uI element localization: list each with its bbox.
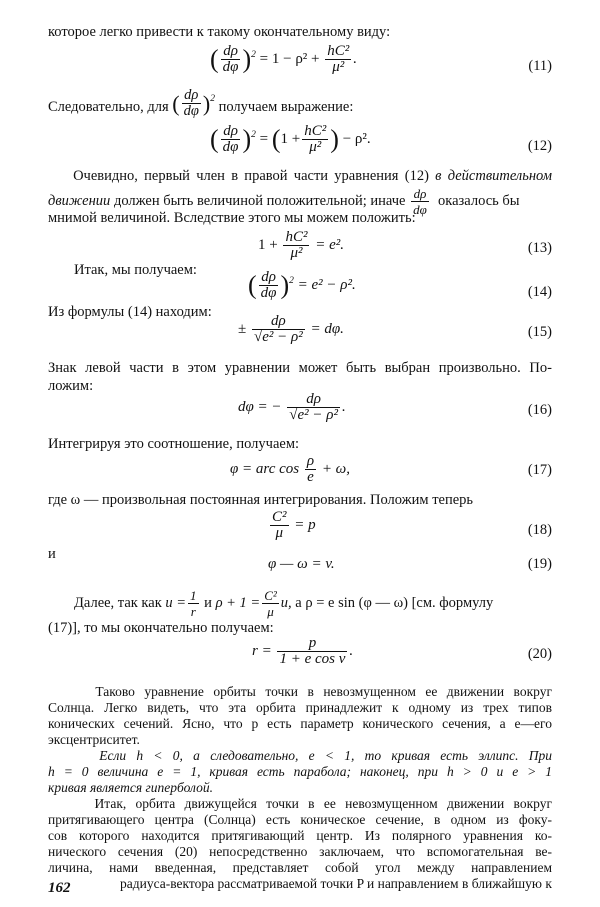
eq-den: μ [275, 525, 284, 541]
eq-den: e [307, 469, 314, 485]
eq-text: . [353, 50, 358, 67]
text-line [48, 748, 552, 764]
text-fragment: Следовательно, для [48, 98, 169, 115]
text-line: кривая является гиперболой. [48, 780, 213, 795]
equation-number: (20) [527, 646, 552, 662]
equation-number: (19) [527, 556, 552, 572]
eq-text: = [259, 130, 269, 147]
eq-num: hC² [304, 123, 327, 139]
eq-num: dρ [221, 124, 241, 140]
eq-num: hC² [285, 229, 308, 245]
text-line: h = 0 величина e = 1, кривая есть парабола; наконец, при h > 0 и e > 1 [48, 764, 552, 779]
equation-number: (15) [527, 324, 552, 340]
eq-exp: 2 [289, 275, 294, 286]
eq-text: = dφ. [310, 320, 344, 337]
eq-text: = 1 − ρ² + [259, 50, 320, 67]
text-line: Из формулы (14) находим: [48, 304, 212, 320]
equation-16 [238, 392, 346, 423]
text-line: эксцентриситет. [48, 732, 140, 747]
text-fragment: движении [48, 192, 111, 209]
eq-den: μ² [290, 245, 303, 261]
text-line: (17)], то мы окончательно получаем: [48, 620, 274, 636]
text-line: Солнца. Легко видеть, что эта орбита принадлежит к одному из трех типов [48, 700, 552, 715]
text-line: мнимой величиной. Вследствие этого мы можем положить: [48, 210, 416, 226]
eq-den: dφ [413, 202, 427, 217]
eq-den: μ [267, 604, 274, 619]
text-fragment: Очевидно, первый член в правой части уравнения (12) [73, 168, 429, 184]
text-fragment: а ρ = e sin (φ — ω) [см. формулу [295, 594, 494, 611]
text-line: притягивающего центра (Солнца) есть коническое сечение, в одном из фоку- [48, 812, 552, 827]
eq-den: dφ [222, 139, 239, 155]
eq-den: μ² [332, 59, 345, 75]
eq-num: dρ [182, 88, 201, 104]
eq-den: dφ [260, 285, 277, 301]
equation-14: ( $\frac{d\rho}{d\varphi}$ )$^2$ = e² − ρ². [248, 269, 356, 301]
equation-19: φ — ω = v. [268, 556, 335, 572]
text-fragment: должен быть величиной положительной; иначе [113, 192, 406, 209]
text-fragment: и [204, 594, 212, 611]
eq-den: √e² − ρ² [253, 329, 303, 345]
eq-den: dφ [222, 59, 239, 75]
eq-text: ρ + 1 = [215, 594, 261, 611]
text-line: ложим: [48, 378, 94, 394]
eq-text: 1 + [258, 236, 278, 253]
text-line [48, 684, 552, 700]
eq-exp: 2 [251, 129, 256, 140]
eq-den: √e² − ρ² [289, 407, 339, 423]
text-fragment: оказалось бы [438, 192, 520, 209]
eq-text: dφ = − [238, 398, 282, 415]
eq-num: dρ [259, 270, 279, 286]
equation-number: (16) [527, 402, 552, 418]
text-fragment: в действительном [435, 168, 552, 184]
text-line: и [48, 546, 56, 562]
eq-exp: 2 [210, 94, 215, 104]
text-fragment: получаем выражение: [218, 98, 354, 115]
text-line: Знак левой части в этом уравнении может быть выбран произвольно. По- [48, 360, 552, 376]
text-line: сов которого находится притягивающий центр. Из полярного уравнения ко- [48, 828, 552, 843]
text-line: Следовательно, для ( $\frac{d\rho}{d\varphi}$ )$^2$ получаем выражение: [48, 87, 354, 119]
eq-den: dφ [183, 103, 199, 119]
equation-13 [258, 230, 344, 261]
text-line: радиуса-вектора рассматриваемой точки P и направлением в ближайшую к [120, 876, 552, 891]
equation-15 [238, 314, 344, 345]
text-line: личина, нами введенная, представляет собой угол между направлением [48, 860, 552, 875]
equation-18 [268, 510, 316, 541]
equation-number: (12) [527, 138, 552, 154]
eq-den: 1 + e cos v [279, 651, 346, 667]
eq-text: r = [252, 642, 272, 659]
eq-text: − ρ². [342, 130, 371, 147]
eq-num: dρ [221, 44, 241, 60]
eq-text: . [349, 642, 354, 659]
eq-text: . [342, 398, 346, 415]
equation-20 [252, 636, 353, 667]
text-line [74, 588, 552, 619]
text-line [48, 796, 552, 812]
eq-num: dρ [287, 392, 340, 408]
eq-num: hC² [327, 43, 350, 59]
eq-text: 1 + [280, 130, 301, 147]
eq-text: = p [294, 516, 316, 533]
equation-number: (17) [527, 462, 552, 478]
equation-number: (18) [527, 522, 552, 538]
text-line: Интегрируя это соотношение, получаем: [48, 436, 300, 452]
eq-num: ρ [306, 453, 315, 469]
equation-number: (11) [528, 58, 552, 74]
equation-number: (13) [527, 240, 552, 256]
text-line: конических сечений. Ясно, что p есть параметр конического сечения, а e—его [48, 716, 552, 731]
eq-num: p [277, 636, 347, 652]
equation-11: ( $\frac{d\rho}{d\varphi}$ )$^2$ = 1 − ρ² + $\frac{\text{hC²}}{\text{μ²}}$ . [210, 43, 358, 75]
text-line: которое легко привести к такому окончательному виду: [48, 24, 391, 40]
eq-den: μ² [309, 139, 322, 155]
eq-text: ± [238, 320, 247, 337]
text-line [48, 168, 552, 185]
text-fragment: Итак, орбита движущейся точки в ее невозмущенном движении вокруг [94, 796, 553, 811]
eq-num: C² [264, 588, 277, 603]
eq-num: dρ [252, 314, 305, 330]
eq-text: = e² − ρ². [297, 276, 356, 293]
eq-text: u = [165, 594, 187, 611]
eq-exp: 2 [251, 49, 256, 60]
text-fragment: Таково уравнение орбиты точки в невозмущенном ее движении вокруг [95, 684, 552, 699]
eq-text: φ = arc cos [230, 460, 300, 477]
text-fragment: Если h < 0, а следовательно, e < 1, то кривая есть эллипс. При [99, 748, 553, 763]
eq-num: 1 [190, 588, 197, 603]
eq-num: dρ [411, 186, 429, 202]
equation-12: ( $\frac{d\rho}{d\varphi}$ )$^2$ = (1 + $\frac{\text{hC²}}{\text{μ²}}$ ) − ρ². [210, 123, 371, 155]
equation-17 [230, 454, 350, 485]
eq-den: r [190, 604, 196, 619]
text-fragment: Далее, так как [74, 594, 162, 611]
eq-text: = e². [315, 236, 345, 253]
text-line: нического сечения (20) непосредственно заключаем, что вспомогательная ве- [48, 844, 552, 859]
eq-num: C² [272, 509, 287, 525]
text-line: где ω — произвольная постоянная интегрирования. Положим теперь [48, 492, 474, 508]
text-line: Итак, мы получаем: [74, 262, 197, 278]
eq-text: + ω, [321, 460, 351, 477]
eq-text: u, [280, 594, 292, 611]
equation-number: (14) [527, 284, 552, 300]
page-number: 162 [48, 880, 71, 896]
